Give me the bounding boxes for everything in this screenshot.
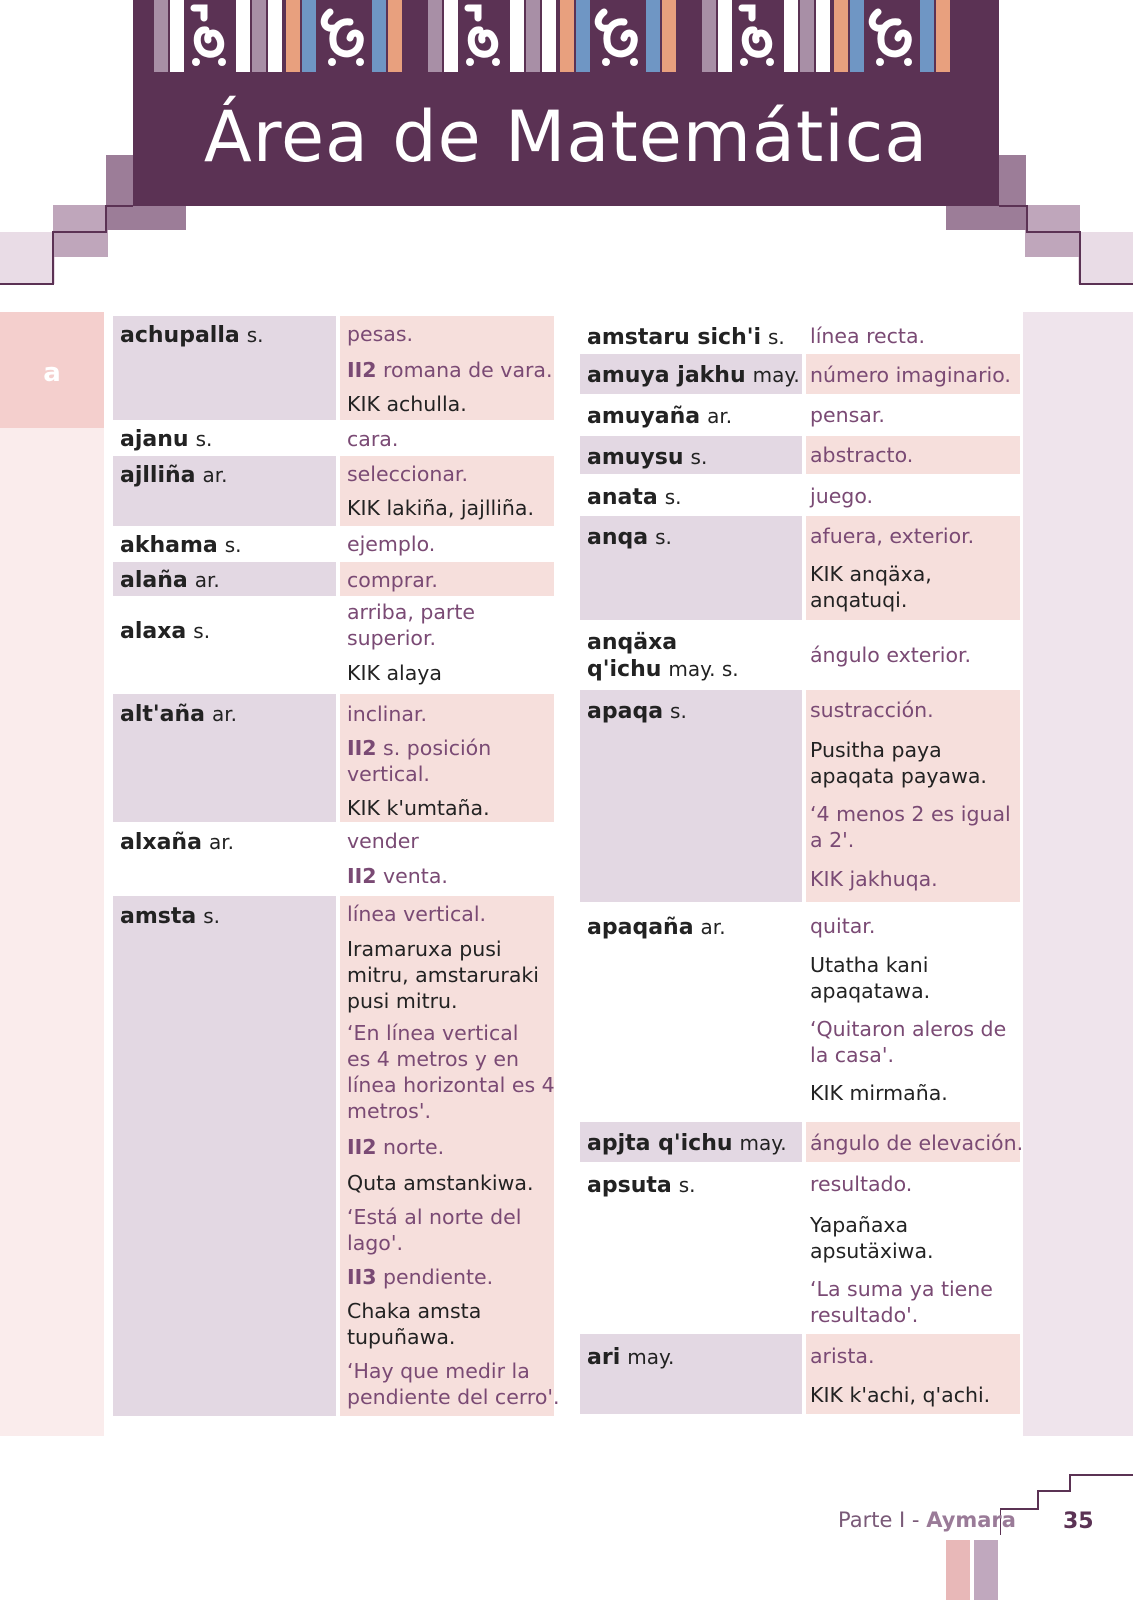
term bbox=[587, 324, 785, 351]
footer-language: Aymara bbox=[926, 1508, 1016, 1532]
dictionary-entry-akhama bbox=[113, 526, 554, 560]
definition-line: pesas. bbox=[347, 322, 414, 346]
part-of-speech: s. bbox=[690, 445, 708, 469]
term-word: anqa bbox=[587, 525, 649, 550]
part-of-speech: may. bbox=[739, 1131, 787, 1155]
left-margin-strip bbox=[0, 312, 104, 1436]
definition-line: arriba, parte bbox=[347, 600, 476, 624]
dictionary-entry-alxaña bbox=[113, 822, 554, 892]
dictionary-entry-amuyaña bbox=[580, 394, 1020, 434]
definition-line: línea vertical. bbox=[347, 902, 487, 926]
dictionary-entry-apjta-qichu bbox=[580, 1122, 1024, 1162]
definition-line: ‘Hay que medir la bbox=[347, 1359, 530, 1383]
part-of-speech: ar. bbox=[194, 568, 220, 592]
definition-line bbox=[347, 863, 448, 889]
definition-line: tupuñawa. bbox=[347, 1325, 456, 1349]
term-word: ari bbox=[587, 1345, 621, 1370]
definition-line: Chaka amsta bbox=[347, 1299, 482, 1323]
dictionary-entry-anqaxa-qichu bbox=[580, 620, 1020, 688]
term-word: anqäxa bbox=[587, 630, 678, 655]
sense-number: II2 bbox=[347, 736, 377, 760]
dictionary-entry-alaña bbox=[113, 562, 554, 596]
term bbox=[587, 1130, 787, 1157]
definition-line: anqatuqi. bbox=[810, 588, 908, 612]
right-dictionary-column bbox=[580, 316, 1024, 1416]
definition-line: Utatha kani bbox=[810, 953, 929, 977]
definition-line-text: pendiente. bbox=[376, 1265, 494, 1289]
definition-line: ‘La suma ya tiene bbox=[810, 1277, 993, 1301]
definition-line: línea recta. bbox=[810, 324, 926, 348]
term-cell bbox=[113, 896, 336, 1416]
term-word: apaqa bbox=[587, 699, 664, 724]
definition-line-text: s. posición bbox=[376, 736, 492, 760]
term bbox=[587, 362, 800, 389]
dictionary-entry-ajanu bbox=[113, 420, 554, 454]
term-word: apsuta bbox=[587, 1173, 672, 1198]
term bbox=[120, 903, 220, 930]
dictionary-entry-amstaru-sichi bbox=[580, 316, 1020, 354]
term bbox=[120, 829, 234, 856]
definition-line: ángulo exterior. bbox=[810, 643, 972, 667]
right-margin-strip bbox=[1023, 312, 1133, 1436]
page-number: 35 bbox=[1063, 1509, 1094, 1534]
dictionary-entry-alaxa bbox=[113, 596, 554, 692]
page-title: Área de Matemática bbox=[203, 96, 929, 178]
term-word: ajanu bbox=[120, 427, 189, 452]
term bbox=[120, 701, 237, 728]
definition-line: KIK anqäxa, bbox=[810, 562, 932, 586]
definition-line: apaqatawa. bbox=[810, 979, 931, 1003]
term bbox=[587, 656, 739, 683]
definition-line: sustracción. bbox=[810, 698, 934, 722]
definition-line: inclinar. bbox=[347, 702, 427, 726]
term-word: amuyaña bbox=[587, 404, 701, 429]
definition-line: número imaginario. bbox=[810, 363, 1011, 387]
term-word: amuya jakhu bbox=[587, 363, 746, 388]
term-word: alxaña bbox=[120, 830, 202, 855]
definition-line: pendiente del cerro'. bbox=[347, 1385, 560, 1409]
definition-line bbox=[347, 1134, 444, 1160]
term bbox=[587, 484, 682, 511]
term bbox=[587, 698, 687, 725]
term-word: anata bbox=[587, 485, 658, 510]
definition-line: KIK k'umtaña. bbox=[347, 796, 490, 820]
term-word: achupalla bbox=[120, 323, 240, 348]
term-word: alt'aña bbox=[120, 702, 205, 727]
footer-bar-mauve bbox=[974, 1540, 998, 1600]
definition-line: ‘4 menos 2 es igual bbox=[810, 802, 1011, 826]
definition-line: Iramaruxa pusi bbox=[347, 937, 502, 961]
dictionary-entry-apsuta bbox=[580, 1162, 1020, 1330]
dictionary-entry-achupalla bbox=[113, 316, 554, 420]
definition-line-text: romana de vara. bbox=[376, 358, 553, 382]
part-of-speech: ar. bbox=[212, 702, 237, 726]
definition-line: mitru, amstaruraki bbox=[347, 963, 539, 987]
term-word: alaña bbox=[120, 568, 188, 593]
sense-number: II2 bbox=[347, 864, 377, 888]
definition-line: ‘Está al norte del bbox=[347, 1205, 522, 1229]
sense-number: II2 bbox=[347, 1135, 377, 1159]
part-of-speech: may. bbox=[752, 363, 800, 387]
sense-number: II3 bbox=[347, 1265, 377, 1289]
definition-line: a 2'. bbox=[810, 828, 855, 852]
definition-line: línea horizontal es 4 bbox=[347, 1073, 555, 1097]
definition-line bbox=[347, 735, 491, 761]
term bbox=[120, 567, 220, 594]
term bbox=[587, 630, 677, 656]
term bbox=[120, 618, 210, 645]
sense-number: II2 bbox=[347, 358, 377, 382]
part-of-speech: s. bbox=[224, 533, 242, 557]
term bbox=[587, 444, 707, 471]
letter-tab-label: a bbox=[43, 358, 61, 388]
dictionary-entry-amuya-jakhu bbox=[580, 354, 1020, 394]
part-of-speech: s. bbox=[655, 525, 672, 549]
definition-line: lago'. bbox=[347, 1231, 403, 1255]
definition-line: Yapañaxa bbox=[810, 1213, 909, 1237]
definition-line: ejemplo. bbox=[347, 532, 436, 556]
definition-line: KIK k'achi, q'achi. bbox=[810, 1383, 991, 1407]
definition-line: KIK jakhuqa. bbox=[810, 867, 938, 891]
definition-line: apsutäxiwa. bbox=[810, 1239, 934, 1263]
definition-line: vender bbox=[347, 829, 419, 853]
definition-line: la casa'. bbox=[810, 1043, 895, 1067]
definition-line-text: norte. bbox=[376, 1135, 445, 1159]
part-of-speech: ar. bbox=[707, 404, 733, 428]
definition-line: ángulo de elevación. bbox=[810, 1131, 1024, 1155]
term bbox=[587, 403, 732, 430]
term-word: akhama bbox=[120, 533, 218, 558]
term bbox=[587, 914, 726, 941]
term bbox=[120, 322, 264, 349]
term-word: ajlliña bbox=[120, 463, 196, 488]
part-of-speech: ar. bbox=[700, 915, 726, 939]
term-word: amuysu bbox=[587, 445, 684, 470]
part-of-speech: may. s. bbox=[668, 657, 739, 681]
definition-line: seleccionar. bbox=[347, 462, 468, 486]
part-of-speech: s. bbox=[203, 904, 221, 928]
dictionary-entry-amsta bbox=[113, 896, 560, 1416]
definition-line: Quta amstankiwa. bbox=[347, 1171, 534, 1195]
definition-line bbox=[347, 1264, 493, 1290]
part-of-speech: s. bbox=[193, 619, 211, 643]
dictionary-entry-ari bbox=[580, 1334, 1020, 1414]
term bbox=[587, 1172, 696, 1199]
term-word: alaxa bbox=[120, 619, 187, 644]
definition-line: Pusitha paya bbox=[810, 738, 942, 762]
part-of-speech: s. bbox=[246, 323, 264, 347]
term-word: apaqaña bbox=[587, 915, 694, 940]
footer-bar-pink bbox=[946, 1540, 970, 1600]
definition-line: abstracto. bbox=[810, 443, 914, 467]
dictionary-entry-apaqaña bbox=[580, 902, 1020, 1120]
part-of-speech: s. bbox=[664, 485, 682, 509]
definition-line: cara. bbox=[347, 427, 399, 451]
definition-line: arista. bbox=[810, 1344, 875, 1368]
term bbox=[587, 1344, 674, 1371]
dictionary-entry-apaqa bbox=[580, 690, 1020, 902]
part-of-speech: s. bbox=[678, 1173, 696, 1197]
definition-line: es 4 metros y en bbox=[347, 1047, 519, 1071]
term-word: amsta bbox=[120, 904, 197, 929]
definition-line: metros'. bbox=[347, 1099, 431, 1123]
dictionary-entry-anata bbox=[580, 474, 1020, 514]
term-word-second: q'ichu bbox=[587, 657, 662, 682]
definition-line: juego. bbox=[810, 484, 874, 508]
definition-line: vertical. bbox=[347, 762, 430, 786]
part-of-speech: s. bbox=[195, 427, 213, 451]
definition-line: KIK alaya bbox=[347, 661, 442, 685]
definition-line: resultado'. bbox=[810, 1303, 919, 1327]
term bbox=[120, 462, 228, 489]
part-of-speech: s. bbox=[670, 699, 687, 723]
definition-line bbox=[347, 357, 553, 383]
definition-line: KIK mirmaña. bbox=[810, 1081, 948, 1105]
term bbox=[120, 426, 212, 453]
definition-line: quitar. bbox=[810, 914, 876, 938]
term-word: apjta q'ichu bbox=[587, 1131, 733, 1156]
definition-line: KIK lakiña, jajlliña. bbox=[347, 496, 534, 520]
part-of-speech: ar. bbox=[202, 463, 228, 487]
term-word: amstaru sich'i bbox=[587, 325, 762, 350]
definition-line: comprar. bbox=[347, 568, 438, 592]
left-dictionary-column bbox=[113, 316, 560, 1416]
definition-line: superior. bbox=[347, 626, 437, 650]
part-of-speech: may. bbox=[627, 1345, 675, 1369]
term bbox=[120, 532, 242, 559]
dictionary-entry-amuysu bbox=[580, 436, 1020, 474]
definition-line: ‘En línea vertical bbox=[347, 1021, 519, 1045]
dictionary-entry-altaña bbox=[113, 694, 554, 822]
definition-line: afuera, exterior. bbox=[810, 524, 975, 548]
definition-line: apaqata payawa. bbox=[810, 764, 987, 788]
part-of-speech: ar. bbox=[208, 830, 234, 854]
footer-part-label bbox=[838, 1508, 1016, 1532]
definition-line: resultado. bbox=[810, 1172, 913, 1196]
term bbox=[587, 524, 672, 551]
definition-line-text: venta. bbox=[376, 864, 448, 888]
definition-line: pusi mitru. bbox=[347, 989, 458, 1013]
header-pattern bbox=[154, 0, 984, 72]
definition-line: pensar. bbox=[810, 403, 885, 427]
dictionary-entry-ajlliña bbox=[113, 456, 554, 526]
dictionary-entry-anqa bbox=[580, 516, 1020, 620]
footer-part: Parte I - bbox=[838, 1508, 927, 1532]
definition-line: KIK achulla. bbox=[347, 392, 467, 416]
part-of-speech: s. bbox=[768, 325, 785, 349]
definition-line: ‘Quitaron aleros de bbox=[810, 1017, 1007, 1041]
